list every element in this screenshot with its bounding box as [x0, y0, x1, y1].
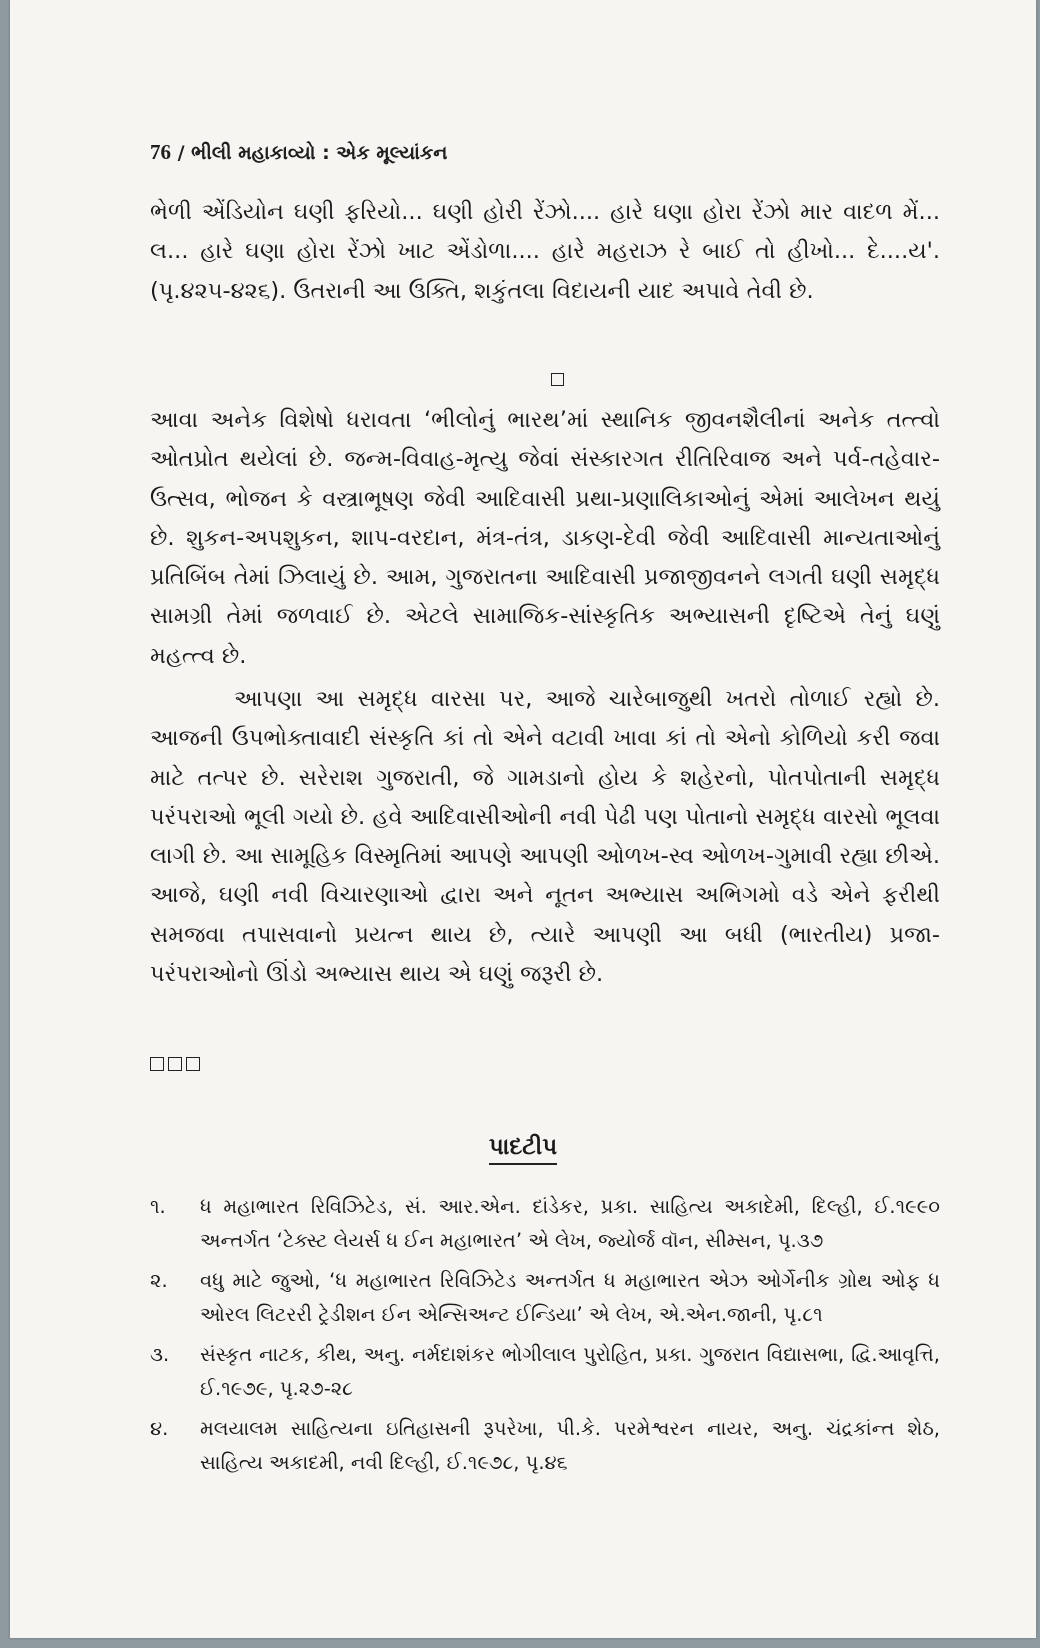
- footnotes-heading-text: પાદટીપ: [489, 1134, 557, 1165]
- footnote-item: [150, 1412, 940, 1480]
- footnote-number: ૩.: [150, 1343, 170, 1366]
- footnote-number: ૨.: [150, 1269, 168, 1292]
- footnote-text: સંસ્કૃત નાટક, કીથ, અનુ. નર્મદાશંકર ભોગીલાલ પુરોહિત, પ્રકા. ગુજરાત વિદ્યાસભા, દ્વિ.આવૃત્તિ, ઈ.૧૯૭૯, પૃ.૨૭-૨૮: [200, 1343, 940, 1400]
- paragraph-text: ભેળી એંડિયોન ઘણી ફરિયો... ઘણી હોરી રેંઝો.... હારે ઘણા હોરા રેંઝો માર વાદળ મેં... લ... હારે ઘણા હોરા રેંઝો ખાટ એંડોળા.... હારે મહરાઝ રે બાઈ તો હીખો... દે....ય'. (પૃ.૪૨૫-૪૨૬). ઉતરાની આ ઉક્તિ, શકુંતલા વિદાયની યાદ અપાવે તેવી છે.: [150, 199, 940, 304]
- footnote-item: [150, 1264, 940, 1332]
- paragraph-features: [150, 401, 940, 676]
- footnote-text: વધુ માટે જુઓ, ‘ધ મહાભારત રિવિઝિટેડ અન્તર્ગત ધ મહાભારત એઝ ઓર્ગેનીક ગ્રોથ ઓફ ધ ઓરલ લિટરરી ટ્રેડીશન ઈન એન્સિઅન્ટ ઈન્ડિયા’ એ લેખ, એ.એન.જાની, પૃ.૮૧: [200, 1269, 940, 1326]
- footnotes-list: [150, 1190, 940, 1486]
- footnote-text: ધ મહાભારત રિવિઝિટેડ, સં. આર.એન. દાંડેકર, પ્રકા. સાહિત્ય અકાદેમી, દિલ્હી, ઈ.૧૯૯૦ અન્તર્ગત ‘ટેક્સ્ટ લેયર્સ ધ ઈન મહાભારત’ એ લેખ, જ્યોર્જ વૉન, સીમ્સન, પૃ.૩૭: [200, 1195, 940, 1252]
- end-square: [168, 1057, 182, 1071]
- footnote-text: મલયાલમ સાહિત્યના ઇતિહાસની રૂપરેખા, પી.કે. પરમેશ્વરન નાયર, અનુ. ચંદ્રકાંન્ત શેઠ, સાહિત્ય અકાદમી, નવી દિલ્હી, ઈ.૧૯૭૮, પૃ.૪૬: [200, 1417, 940, 1474]
- footnote-number: ૪.: [150, 1417, 169, 1440]
- footnote-item: [150, 1338, 940, 1406]
- paragraph-quote-continuation: [150, 193, 940, 311]
- book-page: [10, 0, 1036, 1638]
- footnotes-heading: [10, 1134, 1036, 1160]
- end-square: [150, 1057, 164, 1071]
- section-separator-square: [551, 373, 564, 386]
- footnote-item: [150, 1190, 940, 1258]
- end-square: [186, 1057, 200, 1071]
- chapter-end-marks: [150, 1057, 200, 1071]
- running-header-title: / ભીલી મહાકાવ્યો : એક મૂલ્યાંકન: [177, 142, 448, 164]
- paragraph-heritage: [150, 680, 940, 994]
- running-header: [150, 140, 447, 165]
- paragraph-text: આવા અનેક વિશેષો ધરાવતા ‘ભીલોનું ભારથ’માં સ્થાનિક જીવનશૈલીનાં અનેક તત્ત્વો ઓતપ્રોત થયેલાં છે. જન્મ-વિવાહ-મૃત્યુ જેવાં સંસ્કારગત રીતિરિવાજ અને પર્વ-તહેવાર-ઉત્સવ, ભોજન કે વસ્ત્રાભૂષણ જેવી આદિવાસી પ્રથા-પ્રણાલિકાઓનું એમાં આલેખન થયું છે. શુકન-અપશુકન, શાપ-વરદાન, મંત્ર-તંત્ર, ડાકણ-દેવી જેવી આદિવાસી માન્યતાઓનું પ્રતિબિંબ તેમાં ઝિલાયું છે. આમ, ગુજરાતના આદિવાસી પ્રજાજીવનને લગતી ઘણી સમૃદ્ધ સામગ્રી તેમાં જળવાઈ છે. એટલે સામાજિક-સાંસ્કૃતિક અભ્યાસની દૃષ્ટિએ તેનું ઘણું મહત્ત્વ છે.: [150, 407, 940, 669]
- footnote-number: ૧.: [150, 1195, 166, 1218]
- paragraph-text: આપણા આ સમૃદ્ધ વારસા પર, આજે ચારેબાજુથી ખતરો તોળાઈ રહ્યો છે. આજની ઉપભોક્તાવાદી સંસ્કૃતિ કાં તો એને વટાવી ખાવા કાં તો એનો કોળિયો કરી જવા માટે તત્પર છે. સરેરાશ ગુજરાતી, જે ગામડાનો હોય કે શહેરનો, પોતપોતાની સમૃદ્ધ પરંપરાઓ ભૂલી ગયો છે. હવે આદિવાસીઓની નવી પેઢી પણ પોતાનો સમૃદ્ધ વારસો ભૂલવા લાગી છે. આ સામૂહિક વિસ્મૃતિમાં આપણે આપણી ઓળખ-સ્વ ઓળખ-ગુમાવી રહ્યા છીએ. આજે, ઘણી નવી વિચારણાઓ દ્વારા અને નૂતન અભ્યાસ અભિગમો વડે એને ફરીથી સમજવા તપાસવાનો પ્રયત્ન થાય છે, ત્યારે આપણી આ બધી (ભારતીય) પ્રજા-પરંપરાઓનો ઊંડો અભ્યાસ થાય એ ઘણું જરૂરી છે.: [150, 686, 940, 988]
- page-number: 76: [150, 140, 171, 164]
